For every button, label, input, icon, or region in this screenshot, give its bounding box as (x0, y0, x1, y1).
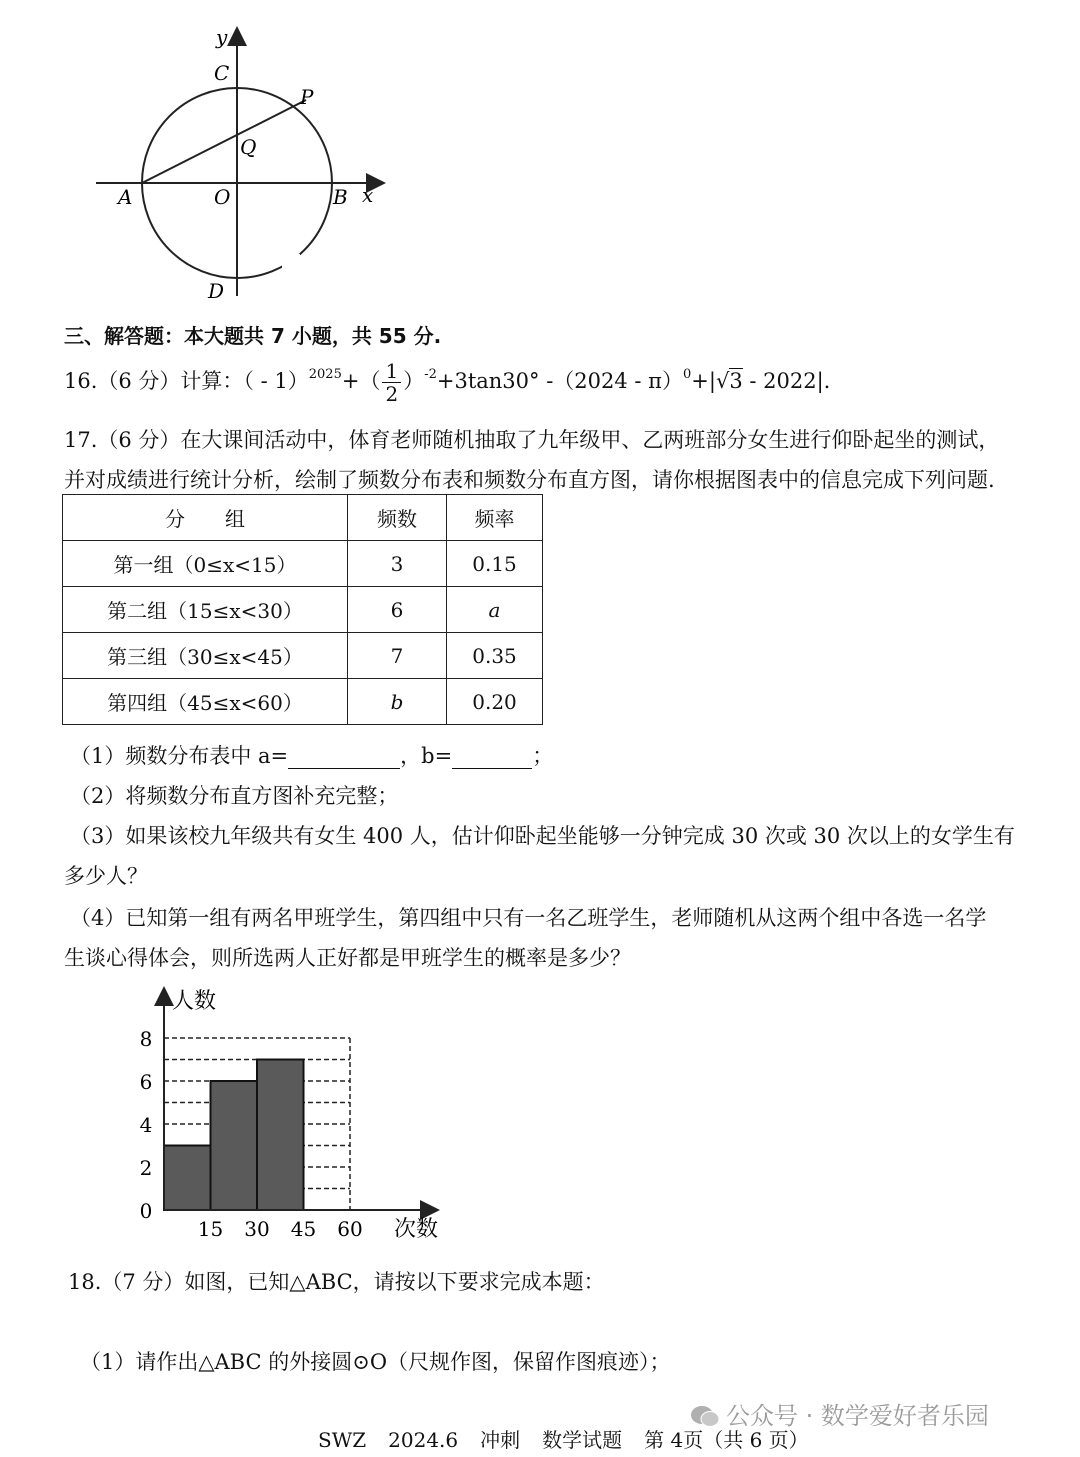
table-cell: 0.20 (447, 679, 543, 725)
q17-sub4-l1: （4）已知第一组有两名甲班学生，第四组中只有一名乙班学生，老师随机从这两个组中各选一名学 (70, 906, 987, 930)
q16-exp3: 0 (682, 367, 692, 382)
q18-line1: 18.（7 分）如图，已知△ABC，请按以下要求完成本题： (68, 1270, 605, 1294)
q16-frac-num: 1 (382, 360, 401, 383)
q16-plus: +（ (341, 369, 381, 393)
table-row (63, 541, 543, 587)
footer-code: SWZ (318, 1428, 367, 1452)
label-c: C (214, 61, 230, 85)
q16-sqrt-arg: 3 (729, 369, 743, 393)
circle-figure (90, 24, 400, 304)
table-cell: 0.35 (447, 633, 543, 679)
histogram-chart (130, 984, 450, 1246)
q16-fraction (382, 360, 401, 405)
x-tick-label: 30 (244, 1217, 270, 1241)
q17-line1: 17.（6 分）在大课间活动中，体育老师随机抽取了九年级甲、乙两班部分女生进行仰卧起坐的测试， (64, 428, 1000, 452)
histogram-bar (164, 1146, 211, 1211)
table-header-row (63, 495, 543, 541)
x-axis-label: 次数 (394, 1217, 439, 1242)
table-cell: 第一组（0≤x<15） (63, 541, 348, 587)
q18-sub1: （1）请作出△ABC 的外接圆⊙O（尺规作图，保留作图痕迹）； (80, 1350, 671, 1374)
label-b: B (333, 185, 348, 209)
q16-paren: ） (403, 369, 425, 393)
q16-mid: +3tan30° -（2024 - π） (436, 369, 683, 393)
answer-blank-a[interactable] (288, 744, 400, 769)
table-cell: 第二组（15≤x<30） (63, 587, 348, 633)
footer-date: 2024.6 (388, 1428, 459, 1452)
y-tick-label: 6 (139, 1070, 153, 1094)
label-d: D (208, 279, 225, 303)
table-cell: 7 (348, 633, 447, 679)
x-tick-label: 60 (337, 1217, 363, 1241)
sub1-a-label: （1）频数分布表中 a= (70, 744, 289, 768)
q17-sub2: （2）将频数分布直方图补充完整； (70, 784, 399, 808)
y-tick-label: 4 (139, 1113, 153, 1137)
label-p: P (300, 85, 314, 109)
q16-abs-prefix: +| (691, 369, 716, 393)
table-cell: a (447, 587, 543, 633)
table-row (63, 633, 543, 679)
table-cell: 6 (348, 587, 447, 633)
label-x: x (362, 183, 374, 207)
table-row (63, 679, 543, 725)
header-count: 频数 (348, 495, 447, 541)
q16-sqrt-sign: √ (715, 369, 730, 393)
table-cell: 3 (348, 541, 447, 587)
x-tick-label: 45 (290, 1217, 317, 1241)
label-a: A (118, 185, 133, 209)
y-tick-label: 2 (139, 1156, 153, 1180)
watermark-text: 公众号 · 数学爱好者乐园 (726, 1402, 989, 1430)
chord-ap (142, 100, 306, 183)
label-y: y (216, 25, 228, 49)
q16-abs-suffix: - 2022|. (742, 369, 831, 393)
q17-sub3-l2: 多少人？ (64, 864, 148, 888)
histogram-bar (211, 1081, 258, 1210)
q17-sub1 (70, 740, 553, 770)
table-cell: 第四组（45≤x<60） (63, 679, 348, 725)
q17-sub4-l2: 生谈心得体会，则所选两人正好都是甲班学生的概率是多少？ (64, 946, 631, 970)
y-tick-label: 8 (139, 1027, 153, 1051)
q16-frac-den: 2 (385, 382, 399, 406)
y-tick-label: 0 (139, 1199, 153, 1223)
x-tick-label: 15 (197, 1217, 224, 1241)
sub1-end: ； (532, 744, 554, 768)
question-16 (64, 360, 830, 405)
q17-line2: 并对成绩进行统计分析，绘制了频数分布表和频数分布直方图，请你根据图表中的信息完成下列问题. (64, 468, 995, 492)
footer-stage: 冲刺 (480, 1428, 521, 1452)
page-footer (318, 1424, 831, 1453)
histogram-bar (257, 1060, 304, 1211)
answer-blank-b[interactable] (452, 744, 532, 769)
header-freq: 频率 (447, 495, 543, 541)
table-row (63, 587, 543, 633)
label-o: O (214, 185, 231, 209)
table-cell: 第三组（30≤x<45） (63, 633, 348, 679)
table-cell: b (348, 679, 447, 725)
table-cell: 0.15 (447, 541, 543, 587)
frequency-table (62, 494, 543, 725)
q16-exp2: -2 (424, 367, 437, 382)
q17-sub3-l1: （3）如果该校九年级共有女生 400 人，估计仰卧起坐能够一分钟完成 30 次或 30 次以上的女学生有 (70, 824, 1015, 848)
sub1-b-label: ，b= (400, 744, 453, 768)
header-group: 分 组 (63, 495, 348, 541)
label-q: Q (240, 135, 257, 159)
footer-page: 第 4页（共 6 页） (644, 1428, 809, 1452)
q16-prefix: 16.（6 分）计算：（ - 1） (64, 369, 309, 393)
q16-exp1: 2025 (308, 367, 342, 382)
section-title: 三、解答题：本大题共 7 小题，共 55 分. (64, 324, 442, 348)
y-axis-label: 人数 (172, 989, 217, 1014)
footer-subject: 数学试题 (542, 1428, 623, 1452)
